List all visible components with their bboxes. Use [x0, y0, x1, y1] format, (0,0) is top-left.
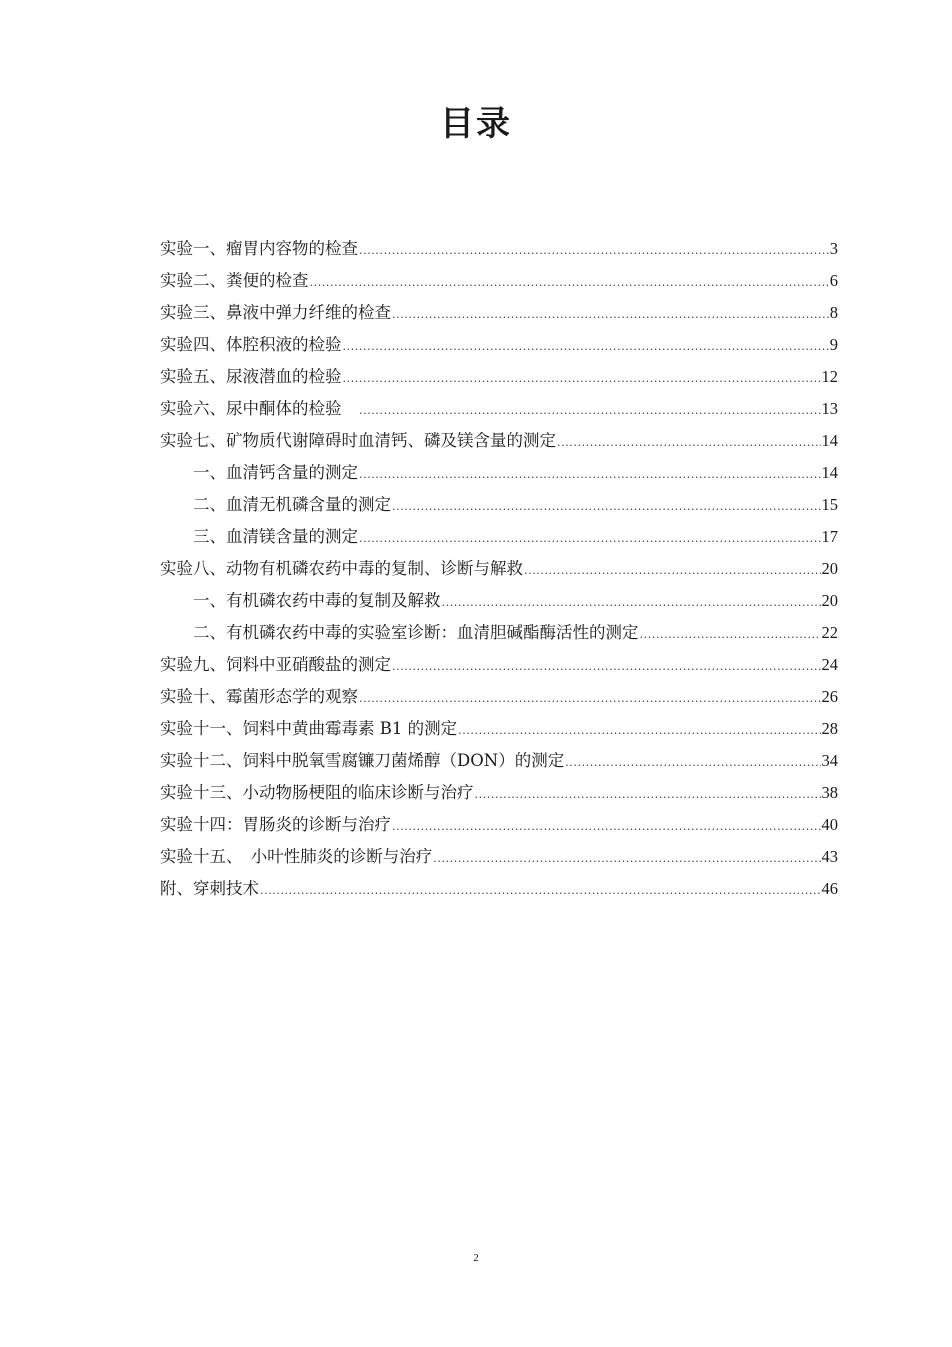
- toc-entry-page: 22: [821, 623, 838, 642]
- toc-entry[interactable]: [160, 265, 838, 297]
- toc-leader-dots: [343, 331, 829, 363]
- toc-leader-dots: [524, 555, 821, 587]
- toc-leader-dots: [458, 715, 820, 747]
- toc-entry-page: 46: [821, 879, 838, 898]
- toc-subentry[interactable]: [160, 521, 838, 553]
- toc-leader-dots: [565, 747, 820, 779]
- toc-leader-dots: [433, 843, 820, 875]
- toc-leader-dots: [640, 619, 821, 651]
- toc-leader-dots: [557, 427, 821, 459]
- toc-entry-title: 实验三、鼻液中弹力纤维的检查: [160, 303, 391, 322]
- toc-entry-page: 20: [821, 559, 838, 578]
- toc-entry-page: 6: [829, 271, 838, 290]
- toc-entry-page: 40: [821, 815, 838, 834]
- toc-leader-dots: [392, 651, 821, 683]
- toc-entry-title: 附、穿刺技术: [160, 879, 259, 898]
- toc-entry-title: 实验十、霉菌形态学的观察: [160, 687, 358, 706]
- toc-entry-page: 13: [821, 399, 838, 418]
- toc-entry-page: 12: [821, 367, 838, 386]
- toc-leader-dots: [392, 491, 821, 523]
- toc-entry-page: 24: [821, 655, 838, 674]
- toc-entry[interactable]: [160, 297, 838, 329]
- toc-leader-dots: [392, 811, 821, 843]
- table-of-contents: [160, 233, 838, 905]
- toc-entry[interactable]: [160, 809, 838, 841]
- page-number: 2: [473, 1252, 479, 1264]
- toc-entry[interactable]: [160, 361, 838, 393]
- toc-entry[interactable]: [160, 745, 838, 777]
- toc-entry-title: 实验十二、饲料中脱氧雪腐镰刀菌烯醇（DON）的测定: [160, 751, 565, 770]
- toc-entry-page: 26: [821, 687, 838, 706]
- toc-leader-dots: [475, 779, 821, 811]
- toc-entry[interactable]: [160, 425, 838, 457]
- toc-entry-page: 8: [829, 303, 838, 322]
- toc-leader-dots: [392, 299, 829, 331]
- toc-leader-dots: [359, 235, 829, 267]
- toc-entry-title: 实验一、瘤胃内容物的检查: [160, 239, 358, 258]
- toc-entry-page: 17: [821, 527, 838, 546]
- toc-entry-title: 实验七、矿物质代谢障碍时血清钙、磷及镁含量的测定: [160, 431, 556, 450]
- toc-leader-dots: [442, 587, 821, 619]
- toc-entry-page: 15: [821, 495, 838, 514]
- toc-entry-page: 14: [821, 431, 838, 450]
- toc-entry-title: 实验六、尿中酮体的检验: [160, 399, 358, 418]
- toc-entry[interactable]: [160, 553, 838, 585]
- toc-entry-page: 28: [821, 719, 838, 738]
- toc-subentry[interactable]: [160, 489, 838, 521]
- toc-entry-page: 9: [829, 335, 838, 354]
- toc-entry[interactable]: [160, 713, 838, 745]
- toc-entry[interactable]: [160, 777, 838, 809]
- toc-entry-title: 一、有机磷农药中毒的复制及解救: [193, 591, 441, 610]
- toc-leader-dots: [260, 875, 821, 907]
- toc-entry-title: 一、血清钙含量的测定: [193, 463, 358, 482]
- toc-subentry[interactable]: [160, 585, 838, 617]
- toc-leader-dots: [359, 683, 821, 715]
- toc-subentry[interactable]: [160, 457, 838, 489]
- toc-leader-dots: [310, 267, 829, 299]
- toc-entry[interactable]: [160, 649, 838, 681]
- toc-entry[interactable]: [160, 841, 838, 873]
- toc-entry-title: 实验十四：胃肠炎的诊断与治疗: [160, 815, 391, 834]
- toc-entry[interactable]: [160, 329, 838, 361]
- toc-entry-title: 实验五、尿液潜血的检验: [160, 367, 342, 386]
- toc-entry-title: 实验二、粪便的检查: [160, 271, 309, 290]
- toc-leader-dots: [343, 363, 821, 395]
- toc-entry[interactable]: [160, 233, 838, 265]
- toc-entry-title: 实验十一、饲料中黄曲霉毒素 B1 的测定: [160, 719, 458, 738]
- toc-entry-title: 实验四、体腔积液的检验: [160, 335, 342, 354]
- toc-entry-page: 38: [821, 783, 838, 802]
- toc-entry-title: 二、血清无机磷含量的测定: [193, 495, 391, 514]
- toc-leader-dots: [359, 459, 821, 491]
- toc-entry-title: 二、有机磷农药中毒的实验室诊断：血清胆碱酯酶活性的测定: [193, 623, 639, 642]
- page-title: 目录: [440, 104, 512, 144]
- toc-entry-title: 实验十三、小动物肠梗阻的临床诊断与治疗: [160, 783, 474, 802]
- toc-entry-page: 43: [821, 847, 838, 866]
- toc-entry-page: 3: [829, 239, 838, 258]
- toc-entry-title: 实验九、饲料中亚硝酸盐的测定: [160, 655, 391, 674]
- toc-entry[interactable]: [160, 873, 838, 905]
- toc-entry[interactable]: [160, 681, 838, 713]
- toc-entry[interactable]: [160, 393, 838, 425]
- toc-leader-dots: [359, 395, 821, 427]
- toc-subentry[interactable]: [160, 617, 838, 649]
- toc-entry-page: 34: [821, 751, 838, 770]
- toc-entry-page: 20: [821, 591, 838, 610]
- toc-entry-title: 三、血清镁含量的测定: [193, 527, 358, 546]
- toc-entry-title: 实验八、动物有机磷农药中毒的复制、诊断与解救: [160, 559, 523, 578]
- toc-entry-title: 实验十五、 小叶性肺炎的诊断与治疗: [160, 847, 433, 866]
- toc-entry-page: 14: [821, 463, 838, 482]
- toc-leader-dots: [359, 523, 821, 555]
